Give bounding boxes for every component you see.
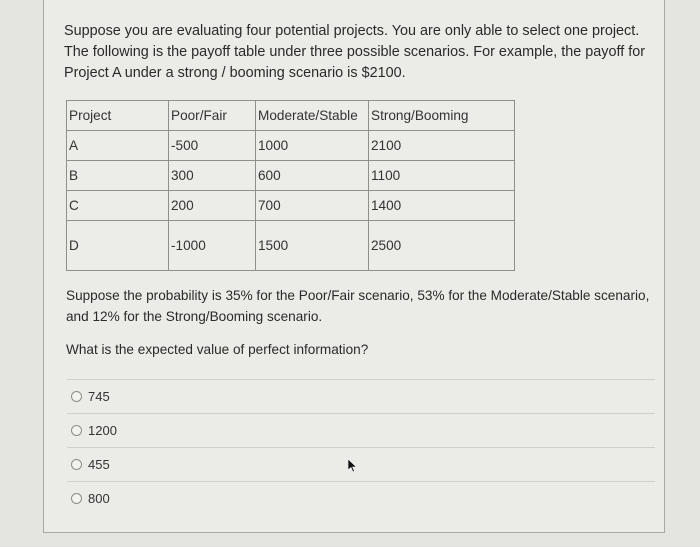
cell-strong-booming: 1100: [369, 161, 515, 191]
table-row: [67, 131, 515, 161]
question-card: [43, 0, 665, 533]
cell-project: D: [67, 221, 169, 271]
answer-option[interactable]: [67, 482, 657, 515]
option-label: 455: [88, 457, 110, 472]
probability-text: Suppose the probability is 35% for the Poor/Fair scenario, 53% for the Moderate/Stable scenario, and 12% for the Strong/Booming scenario.: [66, 288, 650, 324]
option-label: 800: [88, 491, 110, 506]
intro-text: Suppose you are evaluating four potential projects. You are only able to select one project. The following is the payoff table under three possible scenarios. For example, the payoff for Project A under a strong / booming scenario is $2100.: [64, 23, 646, 81]
option-label: 1200: [88, 423, 117, 438]
header-moderate-stable: Moderate/Stable: [256, 101, 369, 131]
table-row: [67, 221, 515, 271]
cell-project: B: [67, 161, 169, 191]
mouse-cursor-icon: [348, 459, 358, 473]
table-row: [67, 191, 515, 221]
radio-button[interactable]: [71, 425, 82, 436]
radio-button[interactable]: [71, 391, 82, 402]
answer-options: [67, 379, 657, 515]
question-prompt: What is the expected value of perfect information?: [66, 342, 369, 357]
table-row: [67, 161, 515, 191]
radio-button[interactable]: [71, 459, 82, 470]
question-intro: [64, 21, 654, 84]
answer-option[interactable]: [67, 414, 657, 447]
radio-button[interactable]: [71, 493, 82, 504]
cell-poor-fair: -1000: [169, 221, 256, 271]
answer-option[interactable]: [67, 448, 657, 481]
cell-project: C: [67, 191, 169, 221]
header-poor-fair: Poor/Fair: [169, 101, 256, 131]
header-strong-booming: Strong/Booming: [369, 101, 515, 131]
cell-poor-fair: 300: [169, 161, 256, 191]
cell-strong-booming: 2500: [369, 221, 515, 271]
table-header-row: [67, 101, 515, 131]
cell-strong-booming: 2100: [369, 131, 515, 161]
cell-moderate-stable: 1500: [256, 221, 369, 271]
cell-poor-fair: -500: [169, 131, 256, 161]
cell-moderate-stable: 1000: [256, 131, 369, 161]
option-label: 745: [88, 389, 110, 404]
answer-option[interactable]: [67, 380, 657, 413]
cell-strong-booming: 1400: [369, 191, 515, 221]
header-project: Project: [67, 101, 169, 131]
cell-moderate-stable: 700: [256, 191, 369, 221]
cell-moderate-stable: 600: [256, 161, 369, 191]
payoff-table: [66, 100, 515, 271]
cell-poor-fair: 200: [169, 191, 256, 221]
cell-project: A: [67, 131, 169, 161]
question-followup: [66, 285, 656, 360]
